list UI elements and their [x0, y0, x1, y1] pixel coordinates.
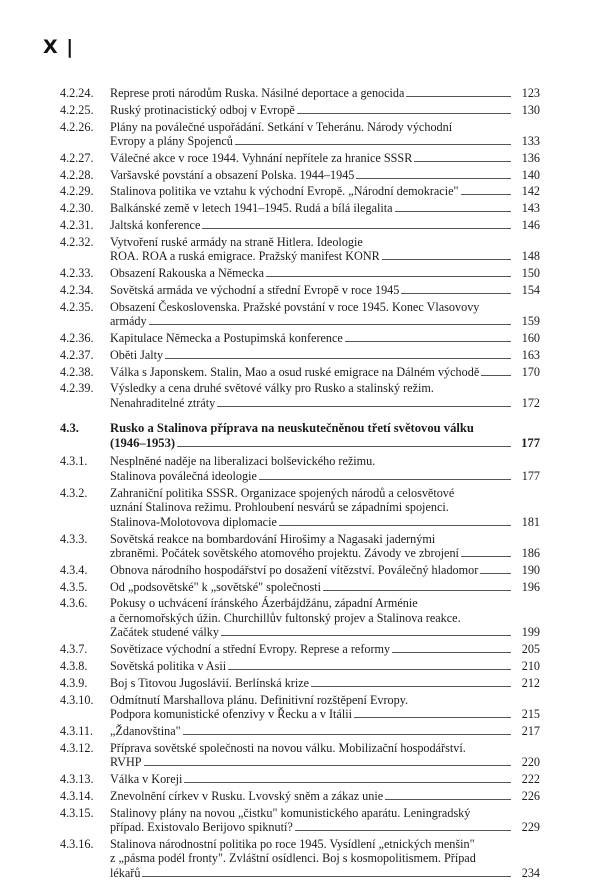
toc-entry-title: [110, 563, 540, 578]
toc-entry-number: 4.3.13.: [60, 772, 94, 787]
toc-entry-page: 143: [521, 201, 540, 216]
toc-entry-last-line: [110, 546, 540, 561]
toc-entry-last-line: [110, 707, 540, 722]
toc-entry-title-line: Ruský protinacistický odboj v Evropě: [110, 102, 295, 117]
toc-entry-last-line: [110, 469, 540, 484]
toc-entry-page: 142: [521, 184, 540, 199]
toc-entry-title-line: Stalinova-Molotovova diplomacie: [110, 514, 277, 529]
toc-entry-title-line: Obnova národního hospodářství po dosažení vítězství. Poválečný hladomor: [110, 562, 479, 577]
toc-entry-title: [110, 381, 540, 410]
toc-entry-page: 229: [521, 820, 540, 835]
leader-line: [395, 211, 511, 212]
toc-entry-page: 136: [521, 150, 540, 165]
toc-entry-page: 199: [521, 625, 540, 640]
toc-entry-page: 163: [521, 347, 540, 362]
leader-line: [202, 228, 511, 229]
toc-entry: [60, 86, 540, 101]
toc-entry-title-line: Kapitulace Německa a Postupimská konference: [110, 331, 343, 346]
leader-line: [354, 717, 511, 718]
toc-entry-title-line: případ. Existovalo Berijovo spiknutí?: [110, 820, 293, 835]
leader-line: [345, 341, 511, 342]
leader-line: [217, 406, 511, 407]
toc-entry-number: 4.3.12.: [60, 740, 94, 755]
toc-entry-number: 4.3.3.: [60, 531, 88, 546]
toc-entry: [60, 772, 540, 787]
toc-entry-number: 4.2.38.: [60, 364, 94, 379]
toc-entry-title-line: armády: [110, 314, 147, 329]
toc-entry-number: 4.3.16.: [60, 836, 94, 851]
toc-entry-page: 133: [521, 134, 540, 149]
toc-entry-last-line: [110, 365, 540, 380]
leader-line: [221, 635, 511, 636]
toc-entry-number: 4.3.8.: [60, 659, 88, 674]
toc-entry-title-line: Válečné akce v roce 1944. Vyhnání nepřítele za hranice SSSR: [110, 150, 413, 165]
toc-entry-title-line: Válka s Japonskem. Stalin, Mao a osud ruské emigrace na Dálném východě: [110, 364, 480, 379]
toc-entry-title-line: zbraněmi. Počátek sovětského atomového projektu. Závody ve zbrojení: [110, 546, 459, 561]
toc-entry-title: [110, 300, 540, 329]
toc-entry-page: 146: [521, 218, 540, 233]
toc-entry: [60, 381, 540, 410]
toc-entry-title-line: Sovětská politika v Asii: [110, 659, 227, 674]
toc-entry: [60, 806, 540, 835]
toc-entry-title-line: Stalinova politika ve vztahu k východní Evropě. „Národní demokracie": [110, 184, 459, 199]
toc-entry-title-line: Sovětizace východní a střední Evropy. Represe a reformy: [110, 642, 391, 657]
toc-entry-title-line: RVHP: [110, 755, 142, 770]
toc-entry-title-line: lékařů: [110, 865, 141, 880]
toc-entry-title: [110, 789, 540, 804]
toc-entry-title: [110, 454, 540, 483]
toc-entry-title-line: Rusko a Stalinova příprava na neuskutečněnou třetí světovou válku: [110, 421, 474, 436]
toc-entry: [60, 676, 540, 691]
toc-entry-title: [110, 184, 540, 199]
toc-entry-page: 186: [521, 546, 540, 561]
toc-entry-title: [110, 837, 540, 881]
toc-entry-page: 148: [521, 249, 540, 264]
toc-entry-page: 222: [521, 772, 540, 787]
toc-entry-number: 4.2.32.: [60, 234, 94, 249]
leader-line: [480, 573, 511, 574]
toc-entry-title: [110, 120, 540, 149]
toc-entry-last-line: [110, 201, 540, 216]
toc-entry-title-line: Nesplněné naděje na liberalizaci bolševického režimu.: [110, 454, 376, 469]
toc-entry: [60, 348, 540, 363]
toc-entry-last-line: [110, 755, 540, 770]
toc-entry-number: 4.3.2.: [60, 485, 88, 500]
leader-line: [385, 799, 511, 800]
toc-entry-page: 160: [521, 331, 540, 346]
toc-entry-title-line: Jaltská konference: [110, 218, 201, 233]
toc-entry-title-line: a černomořských úžin. Churchillův fultonský projev a Stalinova reakce.: [110, 610, 461, 625]
toc-entry-page: 172: [521, 395, 540, 410]
toc-entry-last-line: [110, 789, 540, 804]
toc-entry-title-line: Plány na poválečné uspořádání. Setkání v Teheránu. Národy východní: [110, 119, 453, 134]
toc-entry-last-line: [110, 676, 540, 691]
toc-entry-title-line: Odmítnutí Marshallova plánu. Definitivní rozštěpení Evropy.: [110, 692, 409, 707]
toc-entry-last-line: [110, 283, 540, 298]
toc-entry-title: [110, 235, 540, 264]
toc-entry-title: [110, 218, 540, 233]
toc-entry-last-line: [110, 642, 540, 657]
toc-entry: [60, 365, 540, 380]
toc-entry-title-line: Znevolnění církev v Rusku. Lvovský sněm a zákaz unie: [110, 788, 384, 803]
toc-entry-title-line: Podpora komunistické ofenzivy v Řecku a v Itálii: [110, 707, 353, 722]
toc-entry: [60, 659, 540, 674]
toc-entry-page: 210: [521, 659, 540, 674]
toc-entry-title-line: Obsazení Československa. Pražské povstání v roce 1945. Konec Vlasovovy: [110, 299, 480, 314]
toc-entry-page: 159: [521, 314, 540, 329]
toc-entry-title-line: Nenahraditelné ztráty: [110, 395, 216, 410]
toc-entry-title-line: (1946–1953): [110, 435, 176, 450]
toc-entry-title: [110, 331, 540, 346]
toc-entry-last-line: [110, 103, 540, 118]
toc-entry-title: [110, 283, 540, 298]
toc-entry-page: 217: [521, 723, 540, 738]
leader-line: [144, 765, 511, 766]
toc-entry-last-line: [110, 86, 540, 101]
toc-entry-title-line: Evropy a plány Spojenců: [110, 134, 233, 149]
toc-entry-title-line: Balkánské země v letech 1941–1945. Rudá a bílá ilegalita: [110, 201, 393, 216]
leader-line: [323, 590, 511, 591]
toc-entry-number: 4.3.5.: [60, 579, 88, 594]
toc-entry-number: 4.2.37.: [60, 347, 94, 362]
toc-entry-title-line: Pokusy o uchvácení íránského Ázerbájdžánu, západní Arménie: [110, 596, 418, 611]
toc-entry-last-line: [110, 772, 540, 787]
toc-entry: [60, 151, 540, 166]
leader-line: [297, 113, 511, 114]
toc-entry-last-line: [110, 249, 540, 264]
toc-entry-number: 4.2.26.: [60, 119, 94, 134]
toc-entry-page: 226: [521, 788, 540, 803]
toc-entry-number: 4.2.27.: [60, 150, 94, 165]
toc-entry-last-line: [110, 331, 540, 346]
toc-entry-title: [110, 724, 540, 739]
toc-entry-page: 177: [521, 468, 540, 483]
toc-entry-title: [110, 580, 540, 595]
toc-entry-title-line: Výsledky a cena druhé světové války pro Rusko a stalinský režim.: [110, 381, 434, 396]
toc-entry-title-line: uznání Stalinova režimu. Prohloubení nesvárů se západními spojenci.: [110, 500, 449, 515]
toc-entry: [60, 486, 540, 530]
toc-entry-title: [110, 596, 540, 640]
toc-entry-title-line: Represe proti národům Ruska. Násilné deportace a genocida: [110, 86, 405, 100]
toc-entry: [60, 421, 540, 450]
toc-entry-number: 4.3.14.: [60, 788, 94, 803]
toc-entry: [60, 837, 540, 881]
toc-entry: [60, 331, 540, 346]
toc-entry-title-line: Příprava sovětské společnosti na novou válku. Mobilizační hospodářství.: [110, 740, 466, 755]
leader-line: [461, 556, 511, 557]
toc-entry-title-line: „Ždanovština": [110, 723, 181, 738]
toc-entry-page: 170: [521, 364, 540, 379]
toc-entry-last-line: [110, 563, 540, 578]
toc-entry-last-line: [110, 820, 540, 835]
toc-entry-number: 4.3.9.: [60, 675, 88, 690]
toc-entry-number: 4.2.28.: [60, 167, 94, 182]
toc-entry: [60, 168, 540, 183]
toc-entry-title-line: Oběti Jalty: [110, 347, 164, 362]
leader-line: [177, 446, 511, 447]
toc-entry-number: 4.3.11.: [60, 723, 94, 738]
leader-line: [414, 161, 511, 162]
toc-entry-last-line: [110, 266, 540, 281]
toc-entry-title: [110, 772, 540, 787]
toc-entry-page: 154: [521, 282, 540, 297]
toc-entry-title: [110, 151, 540, 166]
toc-entry-last-line: [110, 866, 540, 881]
toc-entry-last-line: [110, 134, 540, 149]
toc-entry: [60, 596, 540, 640]
leader-line: [461, 194, 512, 195]
leader-line: [481, 375, 511, 376]
toc-entry-title-line: Válka v Koreji: [110, 772, 183, 787]
toc-entry-number: 4.3.1.: [60, 454, 88, 469]
leader-line: [184, 782, 511, 783]
toc-entry: [60, 266, 540, 281]
toc-entry-last-line: [110, 396, 540, 411]
toc-entry-number: 4.3.4.: [60, 562, 88, 577]
toc-entry: [60, 300, 540, 329]
toc-entry-page: 212: [521, 675, 540, 690]
toc-entry-last-line: [110, 515, 540, 530]
toc-entry-title-line: Zahraniční politika SSSR. Organizace spojených národů a celosvětové: [110, 485, 455, 500]
toc-entry-last-line: [110, 724, 540, 739]
toc-entry-title: [110, 659, 540, 674]
toc-entry: [60, 283, 540, 298]
toc-entry-title: [110, 421, 540, 450]
toc-entry-number: 4.2.25.: [60, 102, 94, 117]
toc-entry-title: [110, 532, 540, 561]
toc-entry: [60, 741, 540, 770]
toc-entry: [60, 563, 540, 578]
leader-line: [149, 324, 511, 325]
toc-entry-page: 177: [521, 435, 540, 450]
toc-entry-title: [110, 168, 540, 183]
toc-entry-last-line: [110, 218, 540, 233]
leader-line: [165, 358, 511, 359]
toc-entry: [60, 693, 540, 722]
toc-entry-title: [110, 486, 540, 530]
toc-entry-title-line: Varšavské povstání a obsazení Polska. 1944–1945: [110, 167, 355, 182]
toc-entry-number: 4.2.39.: [60, 381, 94, 396]
leader-line: [356, 178, 511, 179]
toc-entry-title-line: Boj s Titovou Jugoslávií. Berlínská krize: [110, 675, 310, 690]
toc-entry: [60, 642, 540, 657]
toc-entry-page: 220: [521, 755, 540, 770]
leader-line: [401, 293, 511, 294]
leader-line: [266, 276, 511, 277]
toc-entry: [60, 120, 540, 149]
toc-entry-number: 4.3.15.: [60, 805, 94, 820]
toc-entry-title-line: Od „podsovětské" k „sovětské" společnosti: [110, 579, 322, 594]
toc-entry-page: 181: [521, 514, 540, 529]
toc-entry-title: [110, 676, 540, 691]
toc-entry-number: 4.2.31.: [60, 218, 94, 233]
toc-entry-page: 150: [521, 266, 540, 281]
toc-entry-number: 4.2.29.: [60, 184, 94, 199]
toc-entry-title-line: Stalinova poválečná ideologie: [110, 468, 257, 483]
toc-entry-page: 123: [521, 86, 540, 100]
leader-line: [235, 144, 511, 145]
toc-entry-last-line: [110, 625, 540, 640]
leader-line: [295, 830, 511, 831]
toc-entry-number: 4.2.30.: [60, 201, 94, 216]
toc-entry-last-line: [110, 184, 540, 199]
toc-entry-title: [110, 642, 540, 657]
toc-entry-last-line: [110, 659, 540, 674]
leader-line: [406, 96, 511, 97]
toc-entry: [60, 184, 540, 199]
toc-entry-title-line: Sovětská armáda ve východní a střední Evropě v roce 1945: [110, 282, 400, 297]
toc-entry-number: 4.2.36.: [60, 331, 94, 346]
toc-entry: [60, 218, 540, 233]
toc-entry-number: 4.3.: [60, 421, 79, 436]
toc-entry-page: 196: [521, 579, 540, 594]
toc-entry-title: [110, 348, 540, 363]
toc-entry-title-line: Vytvoření ruské armády na straně Hitlera. Ideologie: [110, 234, 363, 249]
toc-entry-title-line: Začátek studené války: [110, 625, 219, 640]
toc-entry-number: 4.2.33.: [60, 266, 94, 281]
leader-line: [142, 876, 511, 877]
toc-entry-last-line: [110, 348, 540, 363]
toc-entry-title-line: Stalinovy plány na novou „čistku" komunistického aparátu. Leningradský: [110, 805, 471, 820]
leader-line: [392, 652, 511, 653]
leader-line: [279, 525, 511, 526]
toc-entry-title: [110, 741, 540, 770]
toc-entry: [60, 789, 540, 804]
toc-entry-title: [110, 266, 540, 281]
toc-entry: [60, 580, 540, 595]
toc-entry-last-line: [110, 580, 540, 595]
toc-entry-last-line: [110, 151, 540, 166]
toc-entry: [60, 532, 540, 561]
leader-line: [311, 686, 511, 687]
toc-entry-title-line: z „pásma podél fronty". Zvláštní osídlenci. Boj s kosmopolitismem. Případ: [110, 851, 476, 866]
toc-entry-title: [110, 806, 540, 835]
table-of-contents: [60, 86, 540, 883]
toc-entry-page: 140: [521, 167, 540, 182]
toc-entry-page: 190: [521, 562, 540, 577]
toc-entry-title: [110, 201, 540, 216]
toc-entry-number: 4.3.7.: [60, 642, 88, 657]
toc-entry: [60, 724, 540, 739]
toc-entry-last-line: [110, 168, 540, 183]
toc-entry-page: 234: [521, 865, 540, 880]
toc-entry-title: [110, 103, 540, 118]
toc-entry-page: 215: [521, 707, 540, 722]
leader-line: [228, 669, 511, 670]
toc-entry-page: 205: [521, 642, 540, 657]
toc-entry-title-line: Sovětská reakce na bombardování Hirošimy a Nagasaki jadernými: [110, 531, 436, 546]
toc-entry-number: 4.3.10.: [60, 692, 94, 707]
toc-entry-title-line: Stalinova národnostní politika po roce 1945. Vysídlení „etnických menšin": [110, 836, 475, 851]
toc-entry-last-line: [110, 314, 540, 329]
toc-entry-last-line: [110, 436, 540, 451]
toc-entry-title: [110, 693, 540, 722]
leader-line: [183, 734, 511, 735]
page-number: X |: [43, 36, 75, 58]
toc-entry-number: 4.2.34.: [60, 282, 94, 297]
toc-entry-page: 130: [521, 102, 540, 117]
toc-entry-number: 4.2.35.: [60, 299, 94, 314]
leader-line: [382, 259, 511, 260]
toc-entry-number: 4.2.24.: [60, 86, 94, 100]
toc-entry-number: 4.3.6.: [60, 596, 88, 611]
leader-line: [259, 479, 511, 480]
toc-entry: [60, 201, 540, 216]
toc-entry: [60, 235, 540, 264]
toc-entry-title-line: Obsazení Rakouska a Německa: [110, 266, 264, 281]
toc-entry-title: [110, 365, 540, 380]
toc-entry-title-line: ROA. ROA a ruská emigrace. Pražský manifest KONR: [110, 249, 380, 264]
toc-entry-title: [110, 86, 540, 101]
toc-entry: [60, 103, 540, 118]
toc-entry: [60, 454, 540, 483]
